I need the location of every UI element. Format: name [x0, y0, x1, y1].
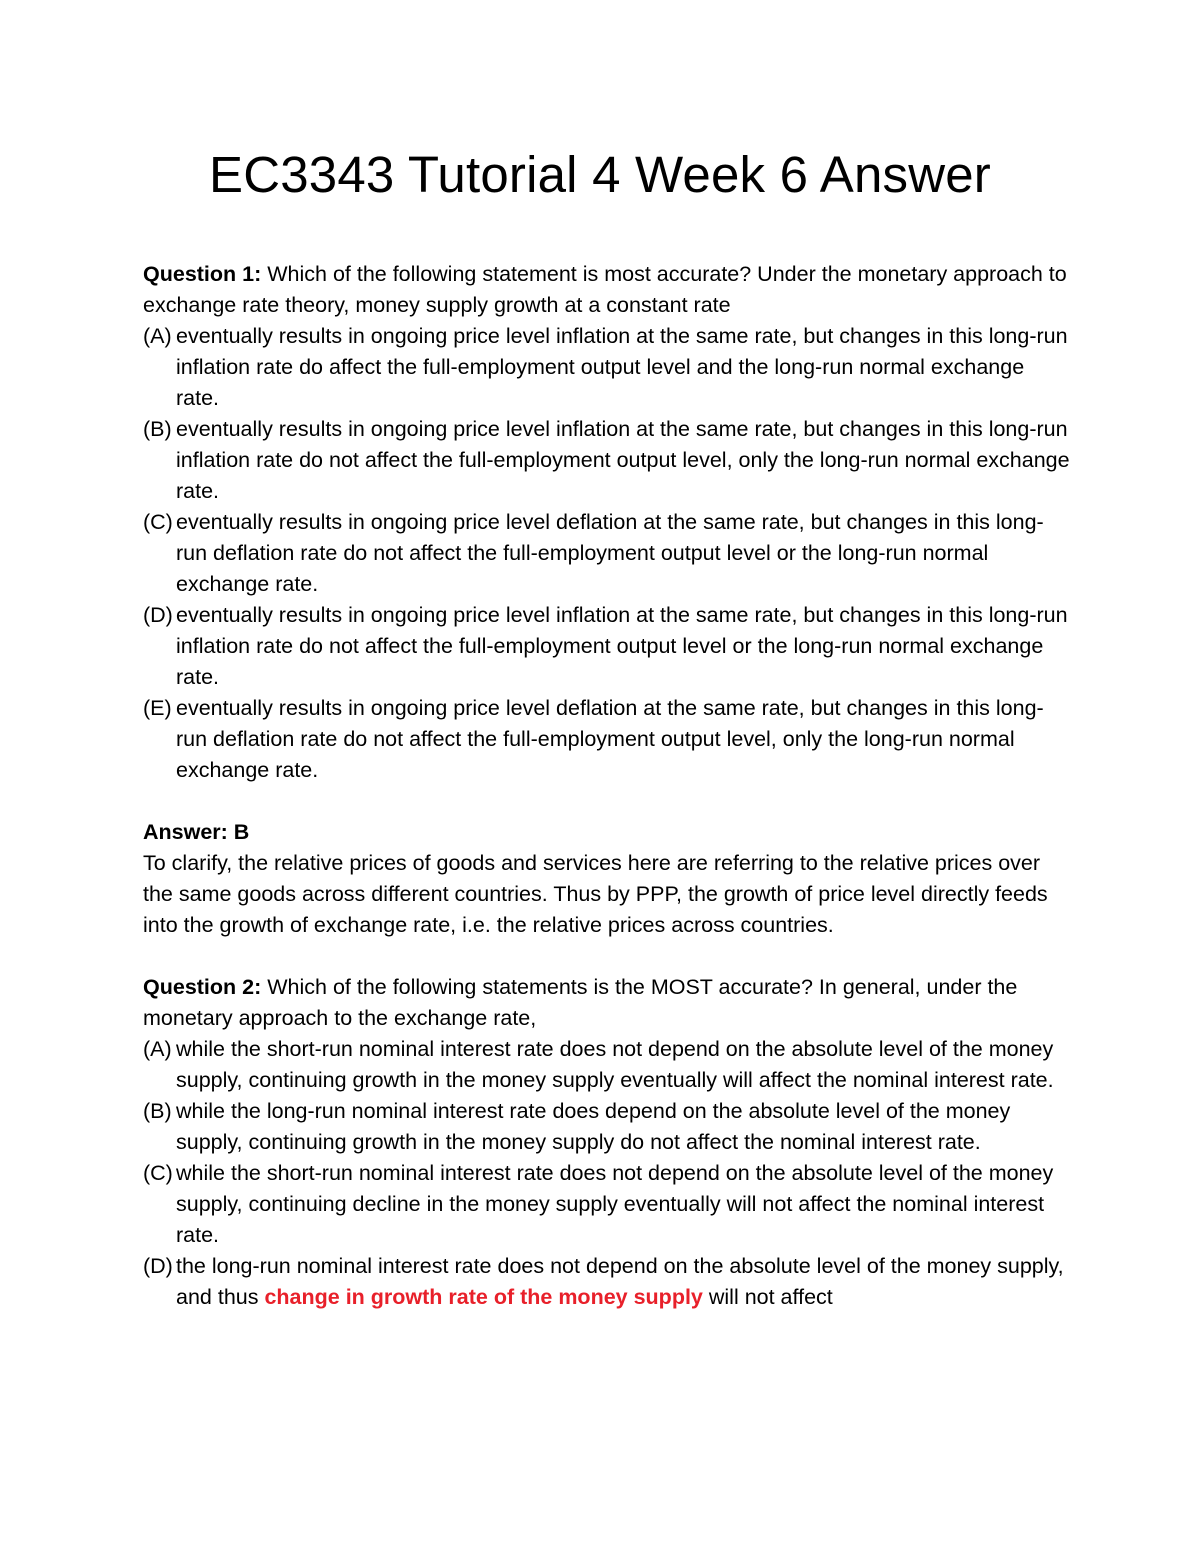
document-body [143, 259, 1073, 1313]
question-1-label: Question 1: [143, 262, 262, 286]
question-2-option-c [143, 1158, 1073, 1251]
option-letter: (A) [143, 324, 172, 348]
option-text-after: will not affect [702, 1285, 833, 1309]
option-letter: (C) [143, 510, 173, 534]
option-letter: (E) [143, 696, 172, 720]
option-letter: (B) [143, 417, 172, 441]
option-text: eventually results in ongoing price level deflation at the same rate, but changes in this long-run deflation rate do not affect the full-employment output level or the long-run normal exchange rate. [176, 510, 1044, 596]
option-text: while the short-run nominal interest rate does not depend on the absolute level of the money supply, continuing growth in the money supply eventually will affect the nominal interest rate. [176, 1037, 1054, 1092]
document-title: EC3343 Tutorial 4 Week 6 Answer [208, 146, 991, 203]
question-1-option-a [143, 321, 1073, 414]
question-2-text: Which of the following statements is the MOST accurate? In general, under the monetary approach to the exchange rate, [143, 975, 1018, 1030]
option-text: eventually results in ongoing price level inflation at the same rate, but changes in this long-run inflation rate do affect the full-employment output level and the long-run normal exchange rate. [176, 324, 1068, 410]
question-1-option-d [143, 600, 1073, 693]
option-text: eventually results in ongoing price level inflation at the same rate, but changes in this long-run inflation rate do not affect the full-employment output level, only the long-run normal exchange rate. [176, 417, 1070, 503]
option-letter: (B) [143, 1099, 172, 1123]
option-letter: (C) [143, 1161, 173, 1185]
spacer [143, 786, 1073, 817]
option-letter: (A) [143, 1037, 172, 1061]
question-2-label: Question 2: [143, 975, 262, 999]
question-1-option-c [143, 507, 1073, 600]
question-2-option-d [143, 1251, 1073, 1313]
option-letter: (D) [143, 603, 173, 627]
question-2-option-a [143, 1034, 1073, 1096]
option-text: eventually results in ongoing price level deflation at the same rate, but changes in this long-run deflation rate do not affect the full-employment output level, only the long-run normal exchange rate. [176, 696, 1044, 782]
option-text: eventually results in ongoing price level inflation at the same rate, but changes in this long-run inflation rate do not affect the full-employment output level or the long-run normal exchange rate. [176, 603, 1068, 689]
question-1-prompt [143, 259, 1073, 321]
question-1-answer: Answer: B [143, 820, 250, 844]
question-1-option-e [143, 693, 1073, 786]
question-2-prompt [143, 972, 1073, 1034]
option-text: while the long-run nominal interest rate does depend on the absolute level of the money supply, continuing growth in the money supply do not affect the nominal interest rate. [176, 1099, 1011, 1154]
question-1-option-b [143, 414, 1073, 507]
spacer [143, 941, 1073, 972]
option-letter: (D) [143, 1254, 173, 1278]
question-1-explanation: To clarify, the relative prices of goods and services here are referring to the relative prices over the same goods across different countries. Thus by PPP, the growth of price level directly feeds into the growth of exchange rate, i.e. the relative prices across countries. [143, 851, 1048, 937]
option-text: while the short-run nominal interest rate does not depend on the absolute level of the money supply, continuing decline in the money supply eventually will not affect the nominal interest rate. [176, 1161, 1054, 1247]
highlighted-phrase: change in growth rate of the money supply [264, 1285, 703, 1309]
option-text-before: the long-run nominal interest rate does not depend on the absolute level of the money supply, and thus [176, 1254, 1064, 1309]
question-1-text: Which of the following statement is most accurate? Under the monetary approach to exchange rate theory, money supply growth at a constant rate [143, 262, 1067, 317]
question-2-option-b [143, 1096, 1073, 1158]
